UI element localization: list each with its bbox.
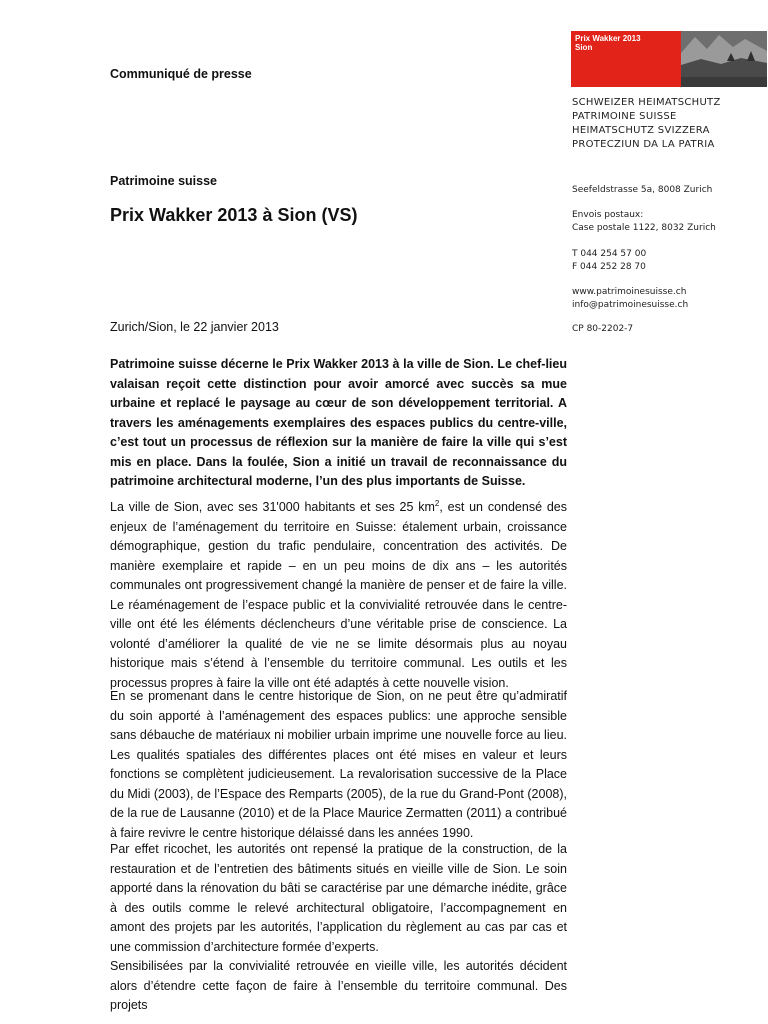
document-kind: Communiqué de presse xyxy=(110,67,252,81)
body-paragraph-1 xyxy=(110,498,567,693)
contact-fax: F 044 252 28 70 xyxy=(572,262,646,272)
prix-wakker-logo xyxy=(571,31,681,87)
contact-phone: T 044 254 57 00 xyxy=(572,249,647,259)
page-title: Prix Wakker 2013 à Sion (VS) xyxy=(110,205,358,225)
body-paragraph-3: Par effet ricochet, les autorités ont repensé la pratique de la construction, de la restauration et de l’entretien des bâtiments situés en vieille ville de Sion. Le soin apporté dans la rénovation du bâti se caractérise par une démarche inédite, grâce à des outils comme le relevé architectural obligatoire, l’accompagnement en amont des projets par les autorités, l’application du règlement au cas par cas et une commission d’architecture formée d’experts. xyxy=(110,842,567,954)
contact-postal-account: CP 80-2202-7 xyxy=(572,324,634,334)
p1-superscript: 2 xyxy=(434,498,440,508)
p1-text-b: , est un condensé des enjeux de l’aménagement du territoire en Suisse: étalement urbain, croissance démographique, gestion du trafic pendulaire, concentration des activités. De manière exemplaire et rapide – en un peu moins de dix ans – les autorités communales ont progressivement changé la manière de penser et de faire la ville. Le réaménagement de l’espace public et la convivialité retrouvée dans le centre-ville ont été les éléments déclencheurs d’une véritable prise de conscience. La volonté d’améliorer la qualité de vie ne se limite désormais plus au noyau historique mais s’étend à l’ensemble du territoire communal. Les outils et les processus propres à faire la ville ont été adaptés à cette nouvelle vision. xyxy=(110,500,567,690)
org-line-de: SCHWEIZER HEIMATSCHUTZ xyxy=(572,97,721,108)
body-paragraph-2: En se promenant dans le centre historique de Sion, on ne peut être qu’admiratif du soin apporté à l’aménagement des espaces publics: une approche sensible sans débauche de matériaux ni mobilier urbain imprime une nouvelle force au lieu. Les qualités spatiales des différentes places ont été mises en valeur et leurs fonctions se complètent judicieusement. La revalorisation successive de la Place du Midi (2003), de l’Espace des Remparts (2005), de la rue du Grand-Pont (2008), de la rue de Lausanne (2010) et de la Place Maurice Zermatten (2011) a contribué à faire revivre le centre historique délaissé dans les années 1990. xyxy=(110,689,567,840)
p1-text-a: La ville de Sion, avec ses 31'000 habitants et ses 25 km xyxy=(110,500,435,514)
organization-names xyxy=(572,96,721,152)
org-line-rm: PROTECZIUN DA LA PATRIA xyxy=(572,139,715,150)
logo-line-1: Prix Wakker 2013 xyxy=(575,34,641,43)
body-paragraph-4: Sensibilisées par la convivialité retrouvée en vieille ville, les autorités décident alors d’étendre cette façon de faire à l’ensemble du territoire communal. Des projets xyxy=(110,959,567,1012)
logo-line-2: Sion xyxy=(575,43,593,52)
contact-address: Seefeldstrasse 5a, 8008 Zurich xyxy=(572,185,713,195)
contact-website-link[interactable]: www.patrimoinesuisse.ch xyxy=(572,287,687,297)
org-line-it: HEIMATSCHUTZ SVIZZERA xyxy=(572,125,710,136)
dateline: Zurich/Sion, le 22 janvier 2013 xyxy=(110,320,279,334)
document-org: Patrimoine suisse xyxy=(110,174,217,188)
logo-landscape-image xyxy=(681,31,767,87)
org-line-fr: PATRIMOINE SUISSE xyxy=(572,111,677,122)
lead-paragraph: Patrimoine suisse décerne le Prix Wakker 2013 à la ville de Sion. Le chef-lieu valaisan reçoit cette distinction pour avoir amorcé avec succès sa mue urbaine et replacé le paysage au cœur de son développement territorial. A travers les aménagements exemplaires des espaces publics du centre-ville, c’est tout un processus de réflexion sur la manière de faire la ville qui s’est mis en place. Dans la foulée, Sion a initié un travail de reconnaissance du patrimoine architectural moderne, l’un des plus importants de Suisse. xyxy=(110,357,567,488)
contact-postal-box: Case postale 1122, 8032 Zurich xyxy=(572,223,716,233)
logo-text xyxy=(575,34,641,52)
contact-email-link[interactable]: info@patrimoinesuisse.ch xyxy=(572,300,689,310)
contact-postal-label: Envois postaux: xyxy=(572,210,644,220)
